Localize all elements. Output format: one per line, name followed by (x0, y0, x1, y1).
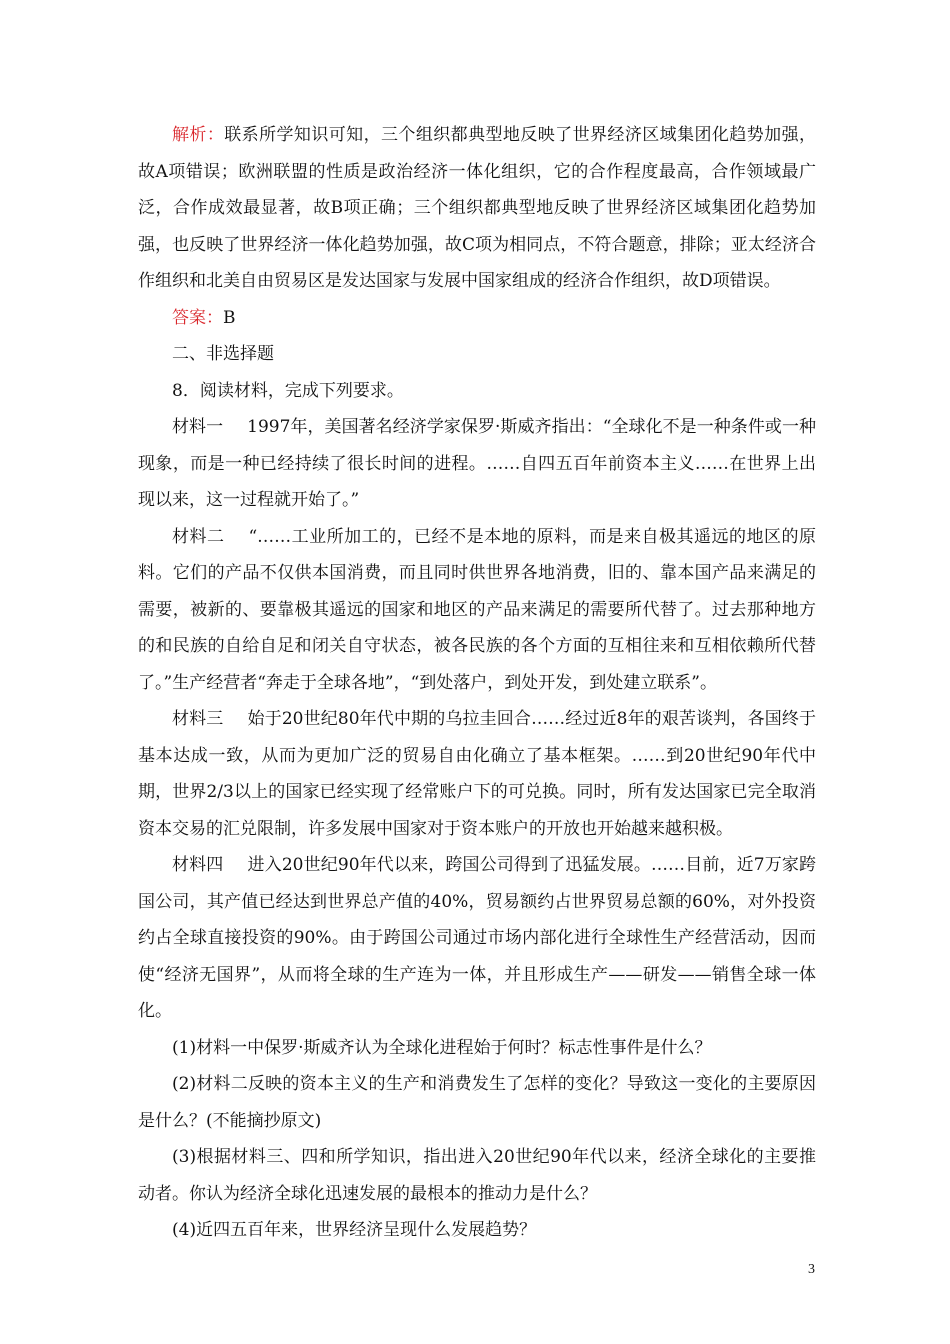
page-number: 3 (808, 1262, 815, 1277)
material-four (138, 847, 816, 1030)
material-text: 进入20世纪90年代以来，跨国公司得到了迅猛发展。……目前，近7万家跨国公司，其产值已经达到世界总产值的40%，贸易额约占世界贸易总额的60%，对外投资约占全球直接投资的90%。由于跨国公司通过市场内部化进行全球性生产经营活动，因而使“经济无国界”，从而将全球的生产连为一体，并且形成生产——研发——销售全球一体化。 (138, 855, 816, 1021)
analysis-label: 解析： (172, 125, 225, 145)
question-stem: 8．阅读材料，完成下列要求。 (172, 380, 404, 401)
material-three (138, 701, 816, 847)
analysis-paragraph (138, 117, 816, 300)
material-label: 材料一 (172, 417, 224, 437)
material-label: 材料三 (172, 709, 224, 729)
section-title: 二、非选择题 (172, 344, 274, 364)
sub-question-1: (1)材料一中保罗·斯威齐认为全球化进程始于何时？标志性事件是什么？ (172, 1037, 712, 1058)
material-text: “……工业所加工的，已经不是本地的原料，而是来自极其遥远的地区的原料。它们的产品不仅供本国消费，而且同时供世界各地消费，旧的、靠本国产品来满足的需要，被新的、要靠极其遥远的国家和地区的产品来满足的需要所代替了。过去那种地方的和民族的自给自足和闭关自守状态，被各民族的各个方面的互相往来和互相依赖所代替了。”生产经营者“奔走于全球各地”，“到处落户，到处开发，到处建立联系”。 (138, 526, 816, 693)
sub-question-4: (4)近四五百年来，世界经济呈现什么发展趋势？ (172, 1220, 537, 1240)
material-two (138, 519, 816, 702)
document-body (138, 117, 816, 1249)
material-text: 1997年，美国著名经济学家保罗·斯威齐指出：“全球化不是一种条件或一种现象，而是一种已经持续了很长时间的进程。……自四五百年前资本主义……在世界上出现以来，这一过程就开始了。” (138, 417, 816, 510)
material-label: 材料四 (172, 855, 224, 875)
answer-label: 答案： (172, 307, 223, 328)
analysis-text: 联系所学知识可知，三个组织都典型地反映了世界经济区域集团化趋势加强，故A项错误；欧洲联盟的性质是政治经济一体化组织，它的合作程度最高，合作领域最广泛，合作成效最显著，故B项正确；三个组织都典型地反映了世界经济区域集团化趋势加强，也反映了世界经济一体化趋势加强，故C项为相同点，不符合题意，排除；亚太经济合作组织和北美自由贸易区是发达国家与发展中国家组成的经济合作组织，故D项错误。 (138, 125, 816, 291)
material-label: 材料二 (172, 526, 225, 547)
sub-question-3: (3)根据材料三、四和所学知识，指出进入20世纪90年代以来，经济全球化的主要推动者。你认为经济全球化迅速发展的最根本的推动力是什么？ (138, 1147, 816, 1204)
sub-question-2: (2)材料二反映的资本主义的生产和消费发生了怎样的变化？导致这一变化的主要原因是什么？(不能摘抄原文) (138, 1074, 816, 1131)
answer-value: B (223, 307, 236, 328)
material-text: 始于20世纪80年代中期的乌拉圭回合……经过近8年的艰苦谈判，各国终于基本达成一致，从而为更加广泛的贸易自由化确立了基本框架。……到20世纪90年代中期，世界2/3以上的国家已经实现了经常账户下的可兑换。同时，所有发达国家已完全取消资本交易的汇兑限制，许多发展中国家对于资本账户的开放也开始越来越积极。 (138, 709, 816, 839)
answer-paragraph (138, 300, 816, 337)
material-one (138, 409, 816, 519)
